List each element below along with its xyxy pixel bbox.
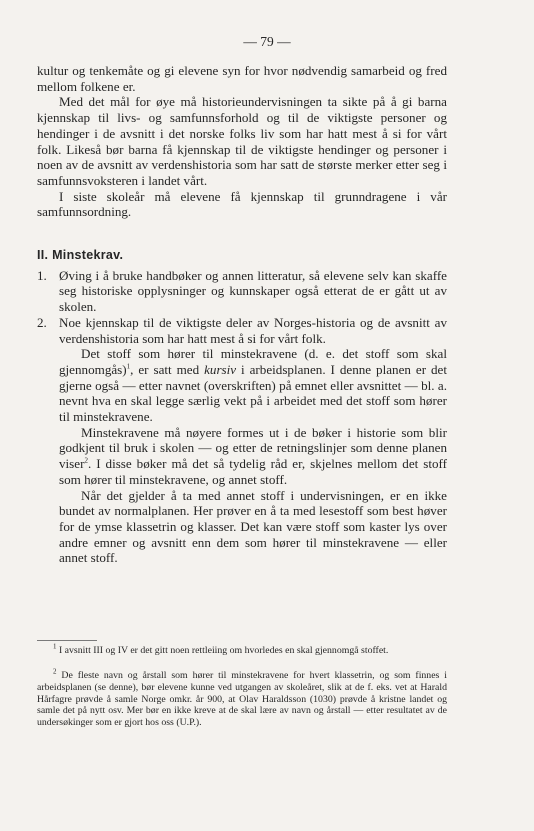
sub-paragraph-1: [37, 346, 447, 425]
footnote-2: [37, 667, 447, 729]
footnote-ref-2: 2: [84, 456, 88, 465]
sub-paragraph-3: Når det gjelder å ta med annet stoff i undervisningen, er en ikke bundet av normalplanen. Her prøver en å ta med lesestoff som best høver for de ymse klassetrin og klasser. Det kan være stoff som kaster lys over andre emner og avsnitt enn dem som hører til minstekravene — eller annet stoff.: [59, 487, 447, 566]
paragraph-3: I siste skoleår må elevene få kjennskap til grunndragene i vår samfunnsordning.: [37, 188, 447, 220]
paragraph-1: kultur og tenkemåte og gi elevene syn for hvor nødvendig samarbeid og fred mellom folkene er.: [37, 63, 447, 94]
italic-word: kursiv: [204, 361, 237, 377]
list-item-1: [37, 268, 447, 315]
sub-paragraph-2: [37, 425, 447, 488]
page-number: — 79 —: [243, 34, 291, 49]
footnote-mark: 2: [53, 667, 57, 676]
footnote-text: De fleste navn og årstall som hører til minstekravene for hvert klassetrin, og som finnes i arbeidsplanen (se denne), bør elevene kunne ved utgangen av skoleåret, slik at de f. eks. vet at Harald Hårfagre prøvde å samle Norge omkr. år 900, at Olav Haraldsson (1030) prøvde å kristne landet og samle det på nytt osv. Mer bør en ikke kreve at de skal lære av navn og årstall — etter resultatet av de undersøkinger som er gjort hos oss (U.P.).: [37, 670, 447, 729]
section-heading: II. Minstekrav.: [37, 248, 124, 263]
footnote-1: [37, 642, 447, 657]
list-item-number: 1.: [37, 267, 47, 283]
list-item-text: Noe kjennskap til de viktigste deler av Norges-historia og de avsnitt av verdenshistoria som har hatt mest å si for vårt folk.: [59, 314, 447, 346]
list-item-number: 2.: [37, 314, 47, 330]
footnote-ref-1: 1: [126, 362, 131, 371]
footnote-text: I avsnitt III og IV er det gitt noen rettleiing om hvorledes en skal gjennomgå stoffet.: [58, 645, 389, 656]
list-item-2: [37, 315, 447, 346]
list-item-text: Øving i å bruke handbøker og annen litteratur, så elevene selv kan skaffe seg historiske opplysninger og kunnskaper også etterat de er gått ut av skolen.: [59, 267, 447, 315]
text-run: i arbeidsplanen. I denne planen er det gjerne også — etter navnet (overskriften) på emnet eller avsnittet — bl. a. nevnt hva en skal legge særlig vekt på i arbeidet med det stoff som hører til minstekravene.: [59, 361, 448, 425]
footnote-mark: 1: [53, 642, 57, 651]
footnote-divider: [37, 640, 97, 641]
text-run: Det stoff som hører til minstekravene (d. e. det stoff som skal gjennomgås): [59, 346, 447, 377]
text-run: . I disse bøker må det så tydelig råd er, skjelnes mellom det stoff som hører til minstekravene, og annet stoff.: [59, 456, 447, 487]
text-run: Minstekravene må nøyere formes ut i de bøker i historie som blir godkjent til bruk i skolen — og etter de retningslinjer som denne planen viser: [59, 424, 447, 472]
text-run: , er satt med: [130, 361, 205, 377]
page-body: [37, 63, 447, 566]
paragraph-2: Med det mål for øye må historieundervisningen ta sikte på å gi barna kjennskap til livs- og samfunnsforhold og til de viktigste personer og hendinger i de avsnitt i det norske folks liv som har hatt mest å si for vårt folk. Likeså bør barna få kjennskap til de viktigste hendinger og personer i noen av de avsnitt av verdenshistoria som har satt de største merker etter seg i samfunnsvoksteren i landet vårt.: [37, 94, 447, 188]
